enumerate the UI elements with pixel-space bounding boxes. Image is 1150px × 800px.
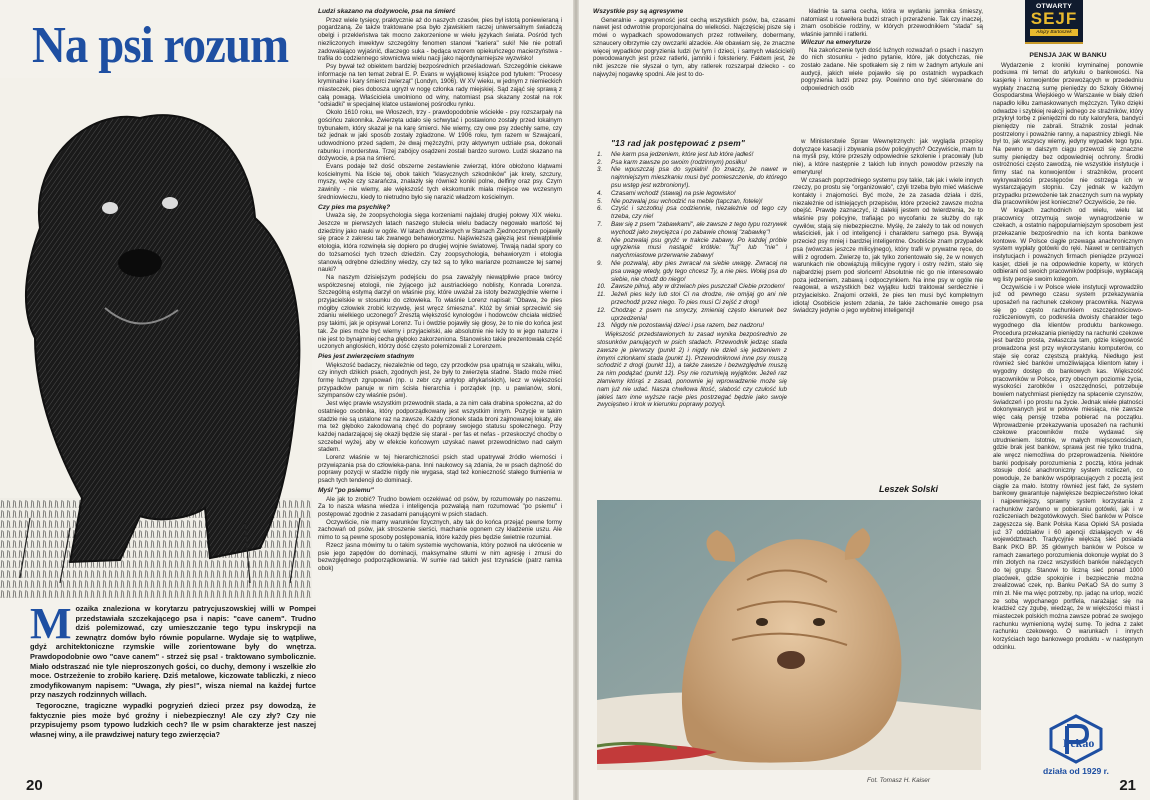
rule-item: [597, 260, 787, 283]
paragraph: Oczywiście, nie mamy warunków fizycznych, aby tak do końca przejąć pewne formy zachowań od psów, jak stroszenie sierści, machanie ogonem czy kładzenie uszu. Ale mimo to są pewne sposoby postępowania, które każdy pies będzie świetnie rozumiał.: [318, 518, 562, 542]
bank-column-headline: PENSJA JAK W BANKU: [1029, 52, 1107, 59]
rule-item: [597, 205, 787, 221]
article-column-top: [801, 8, 983, 130]
rule-text: Nigdy nie pozostawiaj dzieci i psa razem, bez nadzoru!: [611, 322, 764, 330]
rule-number: 2.: [597, 158, 603, 166]
subheading: Pies jest zwierzęciem stadnym: [318, 352, 415, 360]
rule-item: [597, 237, 787, 260]
paragraph: Ale jak to zrobić? Trudno bowiem oczekiwać od psów, by rozumowały po naszemu. Za to nasza własna wiedza i inteligencja pozwalają nam rozumować "po psiemu" i postępować zgodnie z zasadami panującymi w psich stadach.: [318, 495, 562, 518]
rule-number: 6.: [597, 205, 603, 213]
rule-number: 4.: [597, 189, 603, 197]
rule-item: [597, 190, 787, 198]
subheading: Wilczur na emeryturze: [801, 38, 871, 46]
paragraph: Oczywiście i w Polsce wiele instytucji wprowadziło już od pewnego czasu system przekazywania uposażeń na rachunek czekowy pracownika. Nazywa się go często rachunkiem oszczędnościowo-rozliczeniowym, co podkreśla dwoisty charakter tego wygodnego dla klientów produktu bankowego. Procedura przekazania pieniędzy na rachunki czekowe jest bardzo prosta, zwłaszcza tam, gdzie księgowość prowadzona jest przy wykorzystaniu komputerów, co staje się coraz częstszą praktyką. Niedługo jest również sieć banków umożliwiająca klientom łatwy i wygodny dostęp do bankowych kas. Większość pracowników w Polsce, przy obecnym poziomie życia, wysokości zarobków i oszczędności, potrzebuje bowiem natychmiast pieniędzy na spłacenie czynszów, świadczeń i po prostu na życie. Jednak wiele płatności dokonywanych jest w połowie miesiąca, nie zawsze więc całą pensję trzeba pobierać na początku. Wprowadzenie przekazywania uposażeń na rachunki czekowe pracowników może wydawać się utrudnieniem. Istotnie, w małych miejscowościach, gdzie brak jest banków, sprawa jest nie tylko trudna, ale wręcz niemożliwa do przeprowadzenia. Niektóre banki podpisały porozumienia z pocztą, która jednak stosuje dość anachroniczny system rozliczeń, co powoduje, że banków współpracujących z pocztą jest ciągle za mało. Istotny również jest fakt, że system bankowy gwarantuje największe bezpieczeństwo lokat i najpewniejszy, sprawny system korzystania z rachunków zarówno w pobieraniu gotówki, jak i w rozliczeniach bezgotówkowych. Sieć banków w Polsce zagęszcza się. Bank Polska Kasa Opieki SA posiada już 37 oddziałów i 60 agencji działających w 46 województwach. Tradycyjnie większą sieć posiada Bank PKO BP. 35 głównych banków w Polsce w ramach zawartego porozumienia dokonuje wypłat do 3 mln złotych na rzecz wszystkich banków należących do tej grupy. Stanowi to liczną sieć ponad 1000 placówek, gdzie spokojnie i bezpiecznie można zrealizować czek, np. Banku PeKaO SA do sumy 3 mln zł. Nie ma więc potrzeby, np. jadąc na urlop, wozić ze sobą wypchanego portfela, narażając się na kradzież czy zgubę, wiedząc, że w większości miast i miasteczek polskich można zawsze pobrać ze swojego rachunku wymienioną wyżej sumę. To jedna z zalet rachunku czekowego. O warunkach i innych korzyściach tego bankowego produktu - w następnym odcinku.: [993, 283, 1143, 651]
paragraph: Psy bywał też obiektem bardziej bezpośrednich prześladowań. Szczególnie ciekawe informacje na ten temat zebrał E. P. Evans w wyjątkowej książce pod tytułem: "Procesy kryminalne i kary śmierci zwierząt" (Londyn, 1906). W XV wieku, w jednym z niemieckich miasteczek, pies dobosza ugryzł w nogę członka rady miejskiej. Sąd zająć się sprawą z całą powagą. Właściciela uwolniono od winy, natomiast psa skazany został na rok "odsiadki" w specjalnej klatce ustawionej pośrodku rynku.: [318, 62, 562, 109]
section-heading: Ludzi skazano na dożywocie, psa na śmierć: [318, 8, 456, 15]
rules-explanation: Większość przedstawionych tu zasad wynika bezpośrednio ze stosunków panujących w psich stadach. Przewodnik jedząc stada zawsze je pierwszy (punkt 2) i nigdy nie dzieli się jedzeniem z innymi członkami stada (punkt 1). Przewodniknowi inne psy muszą schodzić z drogi (punkt 11), a także zawsze i bezwzględnie muszą za nim podążać (punkt 12). Psy nie rozumieją wyjątków. Jeżeli raz złamiemy którąś z zasad, ponownie jej wprowadzenie może się nam już nie udać. Nasza chwilowa litość, słabość czy czułość lub jakieś tam inne wyższe racje pies postrzegać będzie jako swoje zwycięstwo i krok w kierunku poprawy pozycji.: [597, 331, 787, 409]
rule-number: 13.: [597, 322, 606, 330]
photo-credit: Fot. Tomasz H. Kaiser: [867, 777, 930, 784]
paragraph: Większość badaczy, niezależnie od tego, czy przodków psa upatrują w szakalu, wilku, czy innych dzikich psach, zgodnych jest, że były to zwierzęta stadne. Stado może mieć formę luźnych zgrupowań (np. u zebr czy antylop afrykańskich), lecz w większości przypadków panuje w nim ścisła hierarchia i porządek (np. u pawianów, słoni, szympansów czy właśnie psów).: [318, 361, 562, 400]
rule-number: 1.: [597, 150, 603, 158]
badge-line-2: SEJF: [1030, 9, 1078, 28]
lead-paragraph: Tegoroczne, tragiczne wypadki pogryzień dzieci przez psy dowodzą, że faktycznie pies może być groźny i niebezpieczny! Ale czy zły? Czy nie przypisujemy psom typowo ludzkich cech? Ile w psim charakterze jest naszej własnej winy, a ile prawdziwej natury tego zwierzęcia?: [30, 700, 316, 739]
puppy-picture: [597, 500, 981, 770]
paragraph: w Ministerstwie Spraw Wewnętrznych: jak wygląda przepisy dotyczące kasacji i zbywania psów policyjnych? Oczywiście, mam tu na myśli psy, które przeszły odpowiednie szkolenie i pracowały (lub nie), a które następnie z takich lub innych powodów przeszły na emeryturę!: [793, 138, 983, 176]
black-dog-drawing: [0, 78, 312, 598]
column-badge: [1025, 0, 1083, 44]
paragraph: kładnie ta sama cecha, która w wydaniu jamnika śmieszy, natomiast u rotweilera budzi strach i przerażenie. Tak czy inaczej, znam osobiście rodziny, w których przewodnikiem "stada" są właśnie jamniki i ratlerki.: [801, 8, 983, 39]
rule-number: 7.: [597, 220, 603, 228]
paragraph: Evans podaje też dość obszerne zestawienie zwierząt, które obłożono klątwami kościelnymi. Na liście tej, obok takich "klasycznych szkodników" jak krety, szczury, myszy, węże czy szarańcza, znalazły się również koniki polne, delfiny oraz psy. Czym zawinily - nie wiemy, ale większość tych ekskomunik miała miejsce we wczesnym średniowieczu, kiedy to nietrudno było się narazić władzom kościelnym.: [318, 163, 562, 201]
subheading: Czy pies ma psychikę?: [318, 203, 391, 211]
pekao-since: działa od 1929 r.: [1043, 766, 1109, 776]
rules-title: "13 rad jak postępować z psem": [611, 140, 746, 148]
paragraph: Około 1610 roku, we Włoszech, trzy - prawdopodobnie wściekłe - psy rozszarpały na gościńcu zakonnika. Zwierzęta udało się schwytać i postawiono zostały przed lokalnym trybunałem, który skazał je na karę śmierci. Nie wiemy, czy owe psy zdechły same, czy też jednak w jaki sposób zostały zgładzone. W 1906 roku, tym razem w Szwajcarii, udowodniono przed sądem, że dwaj mężczyźni, przy aktywnym udziale psa, dokonali rabunku i morderstwa. Trzej zabójcy osądzeni zostali bardzo surowo. Ludzi skazano na dożywocie, a psa na śmierć.: [318, 109, 562, 163]
article-lead: [30, 604, 316, 774]
paragraph: Uważa się, że zoopsychologia sięga korzeniami najdalej drugiej połowy XIX wieku. Jeszcze w pierwszych latach naszego stulecia wielu badaczy negowało wartość tej dziedziny jako nauki w ogóle. W latach dwudziestych w Stanach Zjednoczonych pojawiły się prace z zakresu tak zwanego behawioryzmu. Najświeższą gałęzią jest niewątpliwie etologia, która rozwinęła się dopiero po drugiej wojnie światowej. Trwają nadal spory co do tożsamości tych trzech dziedzin. Czy zoopsychologia, behawioryzm i etologia stanowią odrębne dziedziny wiedzy, czy też są to tylko warianze poznawcze tej samej nauki?: [318, 212, 562, 274]
left-page: [0, 0, 573, 800]
rule-number: 12.: [597, 306, 606, 314]
article-column-continued: [593, 8, 795, 138]
rule-item: [597, 322, 787, 330]
article-author: Leszek Solski: [879, 484, 939, 494]
rule-item: [597, 198, 787, 206]
rule-text: Czasami wchodź (stawaj) na psie legowisko!: [611, 189, 736, 197]
subheading: Myśl "po psiemu": [318, 486, 374, 494]
page-number: 20: [26, 777, 43, 794]
rule-text: Zawsze pilnuj, aby w drzwiach pies puszczał! Ciebie przodem!: [611, 283, 785, 291]
badge-author: Alojzy Bartoszek: [1030, 29, 1078, 36]
pekao-logo: [1043, 714, 1115, 780]
paragraph: Na zakończenie tych dość luźnych rozważań o psach i naszym do nich stosunku - jedno pytanie, które, jak dotychczas, nie zostało zadane. Nie spotkałem się z nim w żadnym artykule ani audycji, jakich wiele pojawiło się po ostatnich wypadkach pogryzienia ludzi przez psy. Powinno ono być skierowane do odpowiednich osób: [801, 46, 983, 93]
paragraph: Przez wiele tysięcy, praktycznie aż do naszych czasów, pies był istotą poniewieraną i pogardzaną. Ze także traktowane psa było zjawiskiem raczej uniwersalnym świadczą obelgi i przekleństwa tak mocno zakorzenione w wielu językach świata. Pośród tych niezliczonych inwektyw szczególny fenomen stanowi "kariera" suki! Nie nie potrafi zadowalająco wyjaśnić, dlaczego suka - będąca wzorem opiekuńczego macierzyństwa - trafiła do codziennego słownictwa wielu nacji jako najordynarniejsze wyzwisko!: [318, 16, 562, 63]
section-heading: Wszystkie psy są agresywne: [593, 8, 684, 15]
paragraph: Generalnie - agresywność jest cechą wszystkich psów, ba, czasami nawet jest odwrotnie proporcjonalna do wielkości. Najczęściej pisze się i mówi o wypadkach spowodowanych przez rottweilery, dobermany, sznaucery olbrzymie czy owczarki alzackie. Ale obawiam się, że znaczne więcej wypadków pogryzienia ludzi (w tym i dzieci, i samych właścicieli) powodowanych jest przez ratlerki, jamniki i foksteriery. Faktem jest, że nikt jeszcze nie słyszał o tym, aby ratlerek rozszarpał dziecko - co najwyżej nogawkę spodni. Ale jest to do-: [593, 16, 795, 78]
rule-text: Nie wpuszczaj psa do sypialni! (to znaczy, że nawet w najmniejszym mieszkaniu musi być pomieszczenie, do którego psu wstęp jest wzbroniony!).: [611, 166, 787, 189]
rule-item: [597, 221, 787, 237]
rule-number: 3.: [597, 166, 603, 174]
paragraph: Lorenz właśnie w tej hierarchiczności psich stad upatrywał źródło wierności i przywiązania psa do człowieka-pana. Inni naukowcy są zdania, że w psach dążność do poprawy pozycji w stadzie nigdy nie wygasa, stąd też konieczność stałego tłumienia w psach tych tendencji do dominacji.: [318, 454, 562, 485]
paragraph: W krajach zachodnich od wielu, wielu lat pracownicy otrzymują swoje wynagrodzenie w czekach, a ostatnio najpopularniejszym sposobem jest przekazanie bezpośrednio na ich konta bankowe kontowe. W Polsce ciągłe przewaga anachronicznym system wypłaty gotówki do ręki. Nawet w centralnych instytucjach i poważnych firmach pieniądze przywozi kasjer, dzieli je na odpowiednie koperty, w których odbierani od swoich pracowników podpisuje, wypłacają wg listy pensje swoim kolegom.: [993, 207, 1143, 284]
rule-text: Chodząc z psem na smyczy, zmieniaj często kierunek bez uprzedzenia!: [611, 306, 787, 322]
rules-list: [597, 151, 787, 330]
page-number: 21: [1119, 777, 1136, 794]
article-title: Na psi rozum: [32, 17, 289, 74]
rule-text: Jeżeli pies leży lub stoi Ci na drodze, nie omijaj go ani nie przechodź przez niego. To pies musi Ci zejść z drogi!: [611, 291, 787, 306]
rule-text: Nie pozwalaj, aby pies zwracał na siebie uwagę. Zwracaj na psa uwagę wtedy, gdy tego chcesz Ty, a nie pies. Wołaj psa do siebie, nie chodź do niego!: [611, 259, 787, 283]
rule-item: [597, 159, 787, 167]
right-page: [579, 0, 1150, 800]
rule-number: 9.: [597, 259, 603, 267]
rule-text: Nie karm psa jedzeniem, które jest lub które jadłeś!: [611, 150, 754, 158]
rule-text: Czyść i szczotkuj psa codziennie, niezależnie od tego czy trzeba, czy nie!: [611, 205, 787, 221]
drop-cap: M: [30, 604, 72, 648]
rules-box: [597, 140, 787, 492]
article-column-middle: [793, 138, 983, 504]
paragraph: W czasach poprzedniego systemu psy takie, tak jak i wiele innych rzeczy, po prostu się "organizowało", czyli trzeba było mieć właściwe kontakty i znajomości. Być może, że za zasada działa i dziś, niezależnie od istniejących przepisów, które przecież zawsze można obejść. Prawdę zaznaczyć, iż dalekij jestem od twierdzenia, że to właśnie psy policyjne, trafiając po wycofaniu ze służby do rąk cywilów, stają się niebezpieczne. Myślę, że zależy to tak od nowych właścicieli, jak i od inteligencji i charakteru samego psa. Bywają przecież psy mniej i bardziej inteligentne. Osobiście znam przypadek psa (wówczas jeszcze milicyjnego), który trafił w prywatne ręce, do willi z ogrodem. Zwierzę to, jak tylko zorientowało się, że w nowych warunkach nie obowiązują milicyjne rygory i ostry reżim, stało się najbardziej psem pod słońcem! Absolutnie nic go nie interesowało poza jedzeniem, zabawą i odpoczynkiem. Na inne psy w ogóle nie reagował, a wszystkich bez wyjątku ludzi traktował serdecznie i przyjacielsko. Znajomi orzekli, że pies ten musi być kompletnym idiotą! Osobiście jestem zdania, że takie zachowanie owego psa świadczy jedynie o jego wybitnej inteligencji!: [793, 176, 983, 315]
badge-line-1: OTWARTY: [1035, 3, 1073, 10]
lead-paragraph: ozaika znaleziona w korytarzu patrycjuszowskiej willi w Pompei przedstawiała szczekającego psa i napis: "cave canem". Trudno dziś polemizować, czy umieszczanie tego typu inskrypcji na zewnątrz domów było równie popularne. Wydaje się to wątpliwe, gdyż architektoniczne rzymskie wille zorientowane były do wnętrza. Prawdopodobnie owo "cave canem" - strzeż się psa! - traktowano symbolicznie. Miało odstraszać nie tyle nieproszonych gości, co duchy, demony i wszelkie zło moce. Ostrzeżenie to zrobiło karierę. Dziś metalowe, kiczowate tabliczki, z nieco zmodyfikowanym napisem: "Uwaga, zły pies!", wisza niemal na każdej furtce przy naszych rodzinnych willach.: [30, 604, 316, 700]
rule-number: 11.: [597, 291, 606, 299]
pekao-brand: Pekao: [1063, 736, 1095, 750]
rule-item: [597, 283, 787, 291]
rule-text: Nie pozwalaj psu wchodzić na meble (tapczan, fotele)!: [611, 197, 763, 205]
rule-text: Nie pozwalaj psu gryźć w trakcie zabawy. Po każdej próbie ugryzienia musi nastąpić krótkie: "fuj" lub "nie" i natychmiastowe przerwanie zabawy!: [611, 236, 787, 260]
article-column-left: [318, 8, 562, 778]
bank-column-body: [993, 62, 1143, 652]
rule-number: 10.: [597, 283, 606, 291]
rule-item: [597, 291, 787, 307]
paragraph: Na naszym dzisiejszym podejściu do psa zaważyły niewątpliwie prace twórcy współczesnej etologii, nie żyjącego już austriackiego noblisty, Konrada Lorenza. Szczególną estymą darzył on właśnie psy, które uważał za istoty bezwzględnie wierne i przyjacielskie w stosunku do człowieka. To właśnie Lorenz napisał: "Obawa, że pies mógłby człowiek zrobić krzywdę, jest wręcz śmieszna". Któż by śmiał sprzeciwić się zdaniu wielkiego uczonego? Zresztą większość kynologów i hodowców chciała widzieć psy takimi, jak je opisywał Lorenz. Tu i ówdzie pojawiły się głosy, że to nie do końca jest tak. Że pies może być wierny i przyjacielski, ale absolutnie nie leży to w jego naturze i nie jest to bynajmniej cecha głęboko zakorzeniona. Stanowisko takie prezentowała część uczonych angloskich, którzy dość często polemizowali z Lorenzem.: [318, 273, 562, 351]
rule-number: 5.: [597, 197, 603, 205]
dog-illustration: [0, 78, 312, 598]
rule-item: [597, 307, 787, 323]
paragraph: Wydarzenie z kroniki kryminalnej ponownie podsuwa mi temat do artykułu o bankowości. Na kasjerkę i konwojentów przewożących w przededniu wypłaty znaczną sumę pieniędzy do Szkoły Głównej Gospodarstwa Wiejskiego w Warszawie w biały dzień napadło kilku zamaskowanych mężczyzn. Tylko dzięki odwadze i szybkiej reakcji jednego ze strażników, który przykrył torbę z pieniędzmi do ruty kaloryfera, bandyci pieniędzy nie zabrali. Strażnik został jednak postrzelony i poważnie ranny, a napastnicy zbiegli. Nie był to, jak wszyscy wiemy, jedyny wypadek tego typu. Na pewno w dalszym ciągu przewozi się znaczne sumy pieniędzy bez odpowiedniej ochrony. Środki ostrożności często zawodzą, nie wszystkie instytucje i firmy stać na konwojentów i strażników, procent wykrywalności przestępców nie ostrzega ich w wystarczającym stopniu. Czy jednak w każdym przypadku przewożenie tak znacznych sum na wypłaty dla pracowników jest konieczne? Oczywiście, że nie.: [993, 61, 1143, 207]
rule-text: Psa karm zawsze po swoim (rodzinnym) posiłku!: [611, 158, 747, 166]
rule-number: 8.: [597, 236, 603, 244]
rule-item: [597, 166, 787, 189]
bank-column: [993, 52, 1143, 760]
shar-pei-puppy-photo: [597, 500, 981, 770]
paragraph: Jest więc prawie wszystkim przewodnik stada, a za nim cała drabina społeczna, aż do ostatniego osobnika, który podporządkowany jest wszystkim innym. Pozycje w takim stadzie nie są ustalone raz na zawsze. Każdy członek stada broni zajmowanej lokaty, ale ma też głęboko zakodowaną chęć do poprawy swojego statusu społecznego. Przy każdej nadarzającej się okazji będzie się starał - per fas et nefas - przeskoczyć choćby o szczebel wyżej, aby w efekcie końcowym uzyskać nawet przewodnictwo nad całym stadem.: [318, 400, 562, 454]
paragraph: Rzecz jasna mówimy tu o takim systemie wychowania, który pozwoli na ukrócenie w psie jego zapędów do dominacji, maksymalne stłumi w nim agresję i zmusi do bezwzględnego podporządkowania. W sumie rad takich jest trzynaście (patrz ramka obok): [318, 541, 562, 572]
rule-text: Baw się z psem "zabawkami", ale zawsze z tego typu rozrywek wychodź jako zwycięzca i po zabawie chowaj "zabawkę"!: [611, 220, 787, 236]
rule-item: [597, 151, 787, 159]
